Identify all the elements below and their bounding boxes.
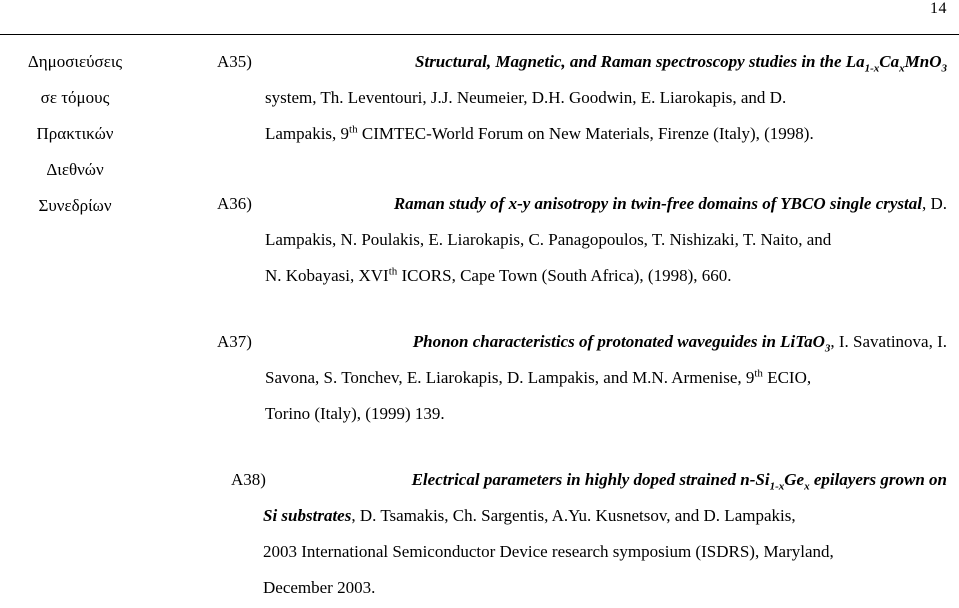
entry-number: A37): [217, 332, 252, 351]
entry-title: Structural, Magnetic, and Raman spectroscopy studies in the $La_{1-x}Ca_xMnO_3$: [415, 52, 947, 75]
entry-a36-line2: Lampakis, N. Poulakis, E. Liarokapis, C. Panagopoulos, T. Nishizaki, T. Naito, and: [265, 230, 832, 249]
entry-a38-line3: 2003 International Semiconductor Device research symposium (ISDRS), Maryland,: [263, 542, 834, 561]
entry-a38: [231, 462, 947, 606]
section-label-line: Διεθνών: [46, 160, 104, 179]
entry-a38-line2: Si substrates, D. Tsamakis, Ch. Sargentis, A.Yu. Kusnetsov, and D. Lampakis,: [263, 506, 796, 525]
entry-a36-line1: A36) Raman study of x-y anisotropy in twin-free domains of YBCO single crystal, D.: [217, 186, 947, 222]
entry-title: Phonon characteristics of protonated waveguides in LiTaO$_3$: [412, 332, 831, 355]
entry-number: A38): [231, 470, 266, 489]
entry-a37-line2: Savona, S. Tonchev, E. Liarokapis, D. Lampakis, and M.N. Armenise, 9th ECIO,: [265, 367, 812, 387]
entry-a36-line3: N. Kobayasi, XVIth ICORS, Cape Town (South Africa), (1998), 660.: [265, 265, 732, 285]
entry-a35-line2: system, Th. Leventouri, J.J. Neumeier, D.H. Goodwin, E. Liarokapis, and D.: [265, 88, 787, 107]
section-label: [0, 44, 150, 224]
entry-title-cont: Si substrates: [263, 506, 352, 525]
entry-number: A35): [217, 52, 252, 71]
header-rule: [0, 34, 959, 35]
entry-number: A36): [217, 194, 252, 213]
entry-a38-line4: December 2003.: [263, 578, 376, 597]
entry-a35-line3: Lampakis, 9th CIMTEC-World Forum on New Materials, Firenze (Italy), (1998).: [265, 123, 814, 143]
section-label-line: Δημοσιεύσεις: [27, 52, 123, 71]
entry-a37-line3: Torino (Italy), (1999) 139.: [265, 404, 445, 423]
entry-a37-line1: A37) Phonon characteristics of protonated waveguides in LiTaO$_3$, I. Savatinova, I.: [217, 324, 947, 360]
entry-a37: [217, 324, 947, 432]
entry-a35-line1: [217, 44, 947, 80]
entry-title: Raman study of x-y anisotropy in twin-free domains of YBCO single crystal: [393, 194, 922, 213]
section-label-line: Συνεδρίων: [38, 196, 112, 215]
entry-a35: [217, 44, 947, 152]
section-label-line: Πρακτικών: [36, 124, 114, 143]
section-label-line: σε τόμους: [40, 88, 110, 107]
entry-a36: [217, 186, 947, 294]
entry-a38-line1: [231, 462, 947, 498]
page-number: 14: [930, 0, 947, 17]
entry-title: Electrical parameters in highly doped strained $n-Si_{1-x}Ge_x$ epilayers grown on: [411, 470, 947, 493]
